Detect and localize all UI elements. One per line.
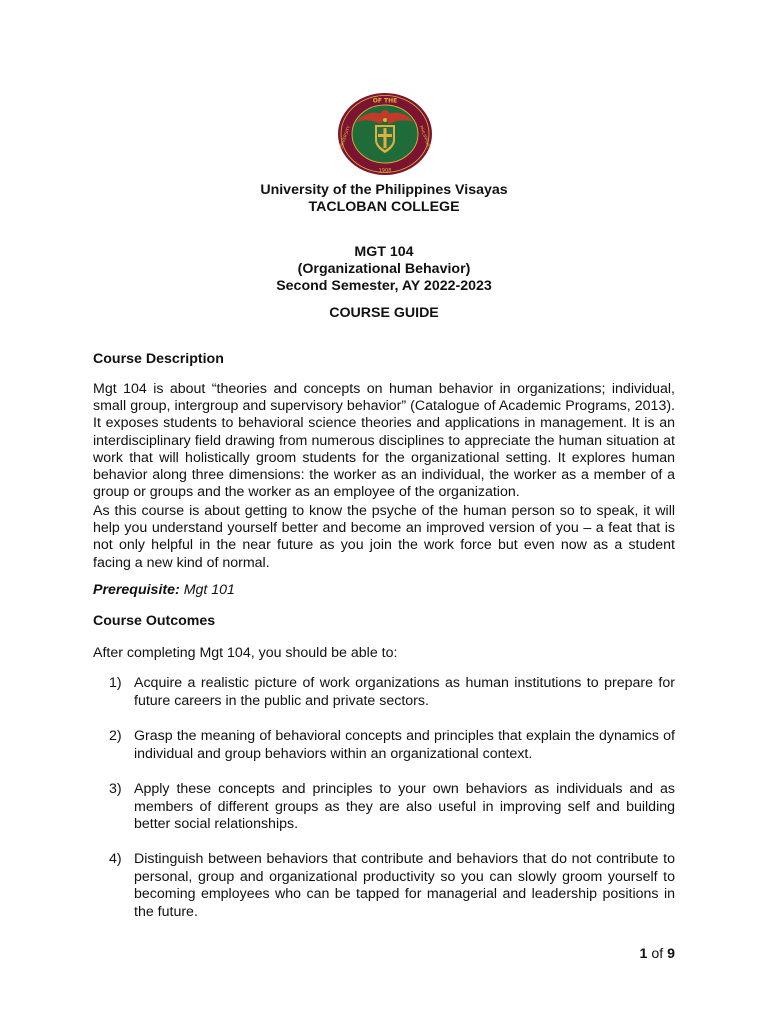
course-name: (Organizational Behavior) (297, 261, 471, 277)
outcome-text: Acquire a realistic picture of work organizations as human institutions to prepare for future careers in the public and private sectors. (134, 675, 675, 709)
course-description-paragraph-2: As this course is about getting to know the psyche of the human person so to speak, it will help you understand yourself better and become an improved version of you – a feat that is not only helpful in the near future as you join the work force but even now as a student facing a new kind of normal. (93, 503, 675, 571)
page-current: 1 (639, 946, 648, 962)
course-guide-title: COURSE GUIDE (329, 305, 439, 321)
prerequisite-label: Prerequisite: (93, 582, 180, 598)
outcome-number: 3) (109, 781, 122, 797)
course-outcomes-intro: After completing Mgt 104, you should be able to: (93, 645, 398, 661)
seal-right-text: PHILIPPINES (418, 124, 433, 151)
page-number (639, 946, 675, 964)
seal-left-text: UNIVERSITY (337, 124, 352, 151)
outcome-number: 1) (109, 675, 122, 691)
course-header (0, 244, 768, 295)
course-description-paragraph-1: Mgt 104 is about “theories and concepts on human behavior in organizations; individual, small group, intergroup and supervisory behavior” (Catalogue of Academic Programs, 2013). It exposes students to behavioral science theories and applications in management. It is an interdisciplinary field drawing from numerous disciplines to appreciate the human situation at work that will holistically groom students for the organizational setting. It explores human behavior along three dimensions: the worker as an individual, the worker as a member of a group or groups and the worker as an employee of the organization. (93, 381, 675, 501)
seal-year-text: 1908 (378, 168, 392, 174)
document-title (0, 305, 768, 322)
college-name: TACLOBAN COLLEGE (308, 199, 460, 215)
institution-header (0, 182, 768, 216)
semester: Second Semester, AY 2022-2023 (276, 278, 492, 294)
page-total: 9 (667, 946, 675, 962)
university-seal-logo (337, 92, 433, 176)
outcome-text: Distinguish between behaviors that contribute and behaviors that do not contribute to personal, group and organizational productivity so you can slowly groom yourself to becoming employees who can be tapped for managerial and leadership positions in the future. (134, 851, 675, 920)
outcome-number: 2) (109, 728, 122, 744)
course-description-heading: Course Description (93, 351, 224, 367)
outcome-text: Apply these concepts and principles to your own behaviors as individuals and as members of different groups as they are also useful in improving self and building better social relationships. (134, 781, 675, 833)
seal-top-text: OF THE (372, 97, 398, 105)
prerequisite (93, 582, 235, 600)
prerequisite-value: Mgt 101 (183, 582, 235, 598)
outcome-number: 4) (109, 851, 122, 867)
outcome-text: Grasp the meaning of behavioral concepts and principles that explain the dynamics of individual and group behaviors within an organizational context. (134, 728, 675, 762)
course-code: MGT 104 (354, 244, 414, 260)
page-of: of (651, 946, 664, 962)
university-name: University of the Philippines Visayas (260, 182, 508, 198)
course-outcomes-heading: Course Outcomes (93, 613, 216, 629)
